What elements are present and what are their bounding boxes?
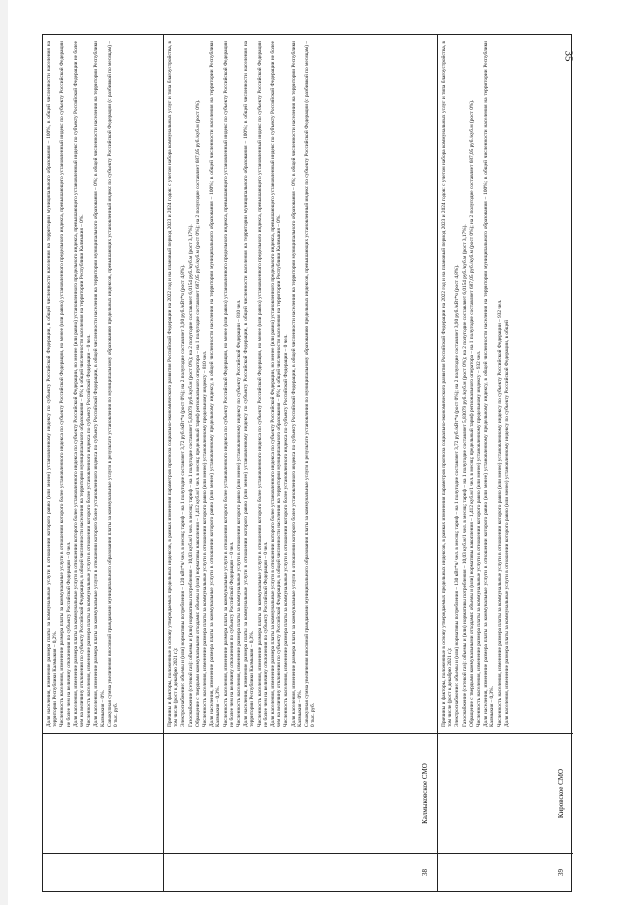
paragraph: Доля населения, изменение размера платы за коммунальные услуги в отношении которого более установленного индекса по субъекту Российской Федерации, но менее (или равно) установленного предельного индекса, превышающего установленный индекс по субъекту Российской Федерации не более чем на величину отклонения по субъекту Российской Федерации, в общей численности населения на территории муниципального образования – 0%; в общей численности населения на территории Республики Калмыкия – 0%. <box>72 41 86 727</box>
table-row <box>438 35 573 891</box>
paragraph: Численность населения, изменение размера платы за коммунальные услуги в отношении которого более установленного индекса по субъекту Российской Федерации – 0 чел. <box>283 334 290 727</box>
tariff-table <box>42 34 572 892</box>
paragraph: Совокупная сумма увеличения вносимой гражданами муниципального образования платы за коммунальные услуги в результате установления по муниципальному образованию предельных индексов, превышающих установленный индекс по субъекту Российской Федерации (с разбивкой по месяцам) – 0 тыс. руб. <box>106 41 120 727</box>
paragraph: Доля населения, изменение размера платы за коммунальные услуги в отношении которого равно (или менее) установленному индексу по субъекту Российской Федерации, в общей численности населения на территории муниципального образования – 100%; в общей численности населения на территории Республики Калмыкия – 0,3%. <box>243 41 256 727</box>
paragraph: Доля населения, изменение размера платы за коммунальные услуги в отношении которого равно (или менее) установленному индексу по субъекту Российской Федерации, в общей <box>503 319 510 727</box>
paragraph: Доля населения, изменение размера платы за коммунальные услуги в отношении которого более установленного индекса по субъекту Российской Федерации, но менее (или равно) установленного предельного индекса, превышающего установленный индекс по субъекту Российской Федерации не более чем на величину отклонения по субъекту Российской Федерации, в общей численности населения на территории муниципального образования – 0%; в общей численности населения на территории Республики Калмыкия – 0%. <box>270 41 283 727</box>
paragraph: Численность населения, изменение размера платы за коммунальные услуги в отношении которого равно (или менее) установленному предельному индексу – 932 чел. <box>476 350 483 727</box>
rotated-page <box>42 34 572 892</box>
row-number: 39 <box>557 869 565 876</box>
municipality-cell <box>164 733 437 853</box>
row-number-cell <box>438 853 573 891</box>
row-number-cell <box>43 853 163 891</box>
description-cell <box>438 35 573 733</box>
paragraph: Доля населения, изменение размера платы за коммунальные услуги в отношении которого равно (или менее) установленному предельному индексу, в общей численности населения на территории муниципального образования – 100%; в общей численности населения на территории Республики Калмыкия – 0,3%. <box>209 41 222 727</box>
municipality-name: Кировское СМО <box>557 768 565 819</box>
paragraph: Численность населения, изменение размера платы за коммунальные услуги в отношении которого равно (или менее) установленному индексу по субъекту Российской Федерации – 810 чел. <box>236 299 243 727</box>
paragraph: Обращение с твердыми коммунальными отходами: объемы и (или) нормативы накопления – 1,412 куб.м/1 чел. в месяц; предельный тариф регионального оператора – на 1 полугодие составляет 687,05 руб./куб.м (рост 0%); на 2 полугодие составляет 687,05 руб./куб.м (рост 0%). <box>468 99 475 727</box>
municipality-cell <box>438 733 573 853</box>
description-cell <box>43 35 163 733</box>
paragraph: Численность населения, изменение размера платы за коммунальные услуги в отношении которого равно (или менее) установленному индексу по субъекту Российской Федерации – 932 чел. <box>496 299 503 727</box>
paragraph: Совокупная сумма увеличения вносимой гражданами муниципального образования платы за коммунальные услуги в результате установления по муниципальному образованию предельных индексов, превышающих установленный индекс по субъекту Российской Федерации (с разбивкой по месяцам) – 0 тыс. руб. <box>304 41 317 727</box>
description-cell <box>164 35 437 733</box>
municipality-name: Калмыковское СМО <box>421 763 429 824</box>
table-row <box>164 35 438 891</box>
paragraph: Электроснабжение: объемы и (или) нормативы потребления – 120 кВт*ч/ чел. в месяц; тариф – на 1 полугодие составляет 3,72 руб./кВт*ч (рост 0%); на 2 полугодие составляет 3,90 руб./кВт*ч (рост 4,8%). <box>180 264 187 727</box>
paragraph: Причины и факторы, положенные в основу утверждаемых предельных индексов, в рамках изменения параметров прогноза социально-экономического развития Российской Федерации на 2022 год и на плановый период 2023 и 2024 годов: с учетом набора коммунальных услуг и типа благоустройства, в том числе (рост к декабрю 2021 г.): <box>167 41 180 727</box>
paragraph: Электроснабжение: объемы и (или) нормативы потребления – 130 кВт*ч/ чел. в месяц; тариф – на 1 полугодие составляет 3,72 руб./кВт*ч (рост 0%); на 2 полугодие составляет 3,90 руб./кВт*ч (рост 4,8%). <box>454 264 461 727</box>
municipality-cell <box>43 733 163 853</box>
paragraph: Численность населения, изменение размера платы за коммунальные услуги в отношении которого более установленного индекса по субъекту Российской Федерации, но менее (или равно) установленного предельного индекса, превышающего установленный индекс по субъекту Российской Федерации не более чем на величину отклонения по субъекту Российской Федерации – 0 чел. <box>222 41 235 727</box>
paragraph: Численность населения, изменение размера платы за коммунальные услуги в отношении которого более установленного индекса по субъекту Российской Федерации, но менее (или равно) установленного предельного индекса, превышающего установленный индекс по субъекту Российской Федерации не более чем на величину отклонения по субъекту Российской Федерации – 0 чел. <box>59 41 72 727</box>
paragraph: Причины и факторы, положенные в основу утверждаемых предельных индексов, в рамках изменения параметров прогноза социально-экономического развития Российской Федерации на 2022 год и на плановый период 2023 и 2024 годов: с учетом набора коммунальных услуг и типа благоустройства, в том числе (рост к декабрю 2021 г.): <box>441 41 454 727</box>
paragraph: Доля населения, изменение размера платы за коммунальные услуги в отношении которого более установленного индекса по субъекту Российской Федерации, в общей численности населения на территории муниципального образования – 0%; в общей численности населения на территории Республики Калмыкия – 0%. <box>290 41 303 727</box>
paragraph: Численность населения, изменение размера платы за коммунальные услуги в отношении которого равно (или менее) установленному предельному индексу – 810 чел. <box>202 350 209 727</box>
page-number: 35 <box>562 50 575 62</box>
scan-edge <box>0 0 8 905</box>
paragraph: Численность населения, изменение размера платы за коммунальные услуги в отношении которого более установленного индекса по субъекту Российской Федерации, но менее (или равно) установленного предельного индекса, превышающего установленный индекс по субъекту Российской Федерации не более чем на величину отклонения по субъекту Российской Федерации – 0 чел. <box>256 41 269 727</box>
paragraph: Численность населения, изменение размера платы за коммунальные услуги в отношении которого более установленного индекса по субъекту Российской Федерации – 0 чел. <box>86 334 93 727</box>
paragraph: Газоснабжение (сетевой газ): объемы и (или) нормативы потребления – 10,03 куб.м/1 чел. в месяц; тариф – на 1 полугодие составляет 5,83079 руб./куб.м (рост 0%); на 2 полугодие составляет 6,0154 руб./куб.м (рост 3,17%). <box>187 224 194 727</box>
paragraph: Обращение с твердыми коммунальными отходами: объемы и (или) нормативы накопления – 1,412 куб.м/1 чел. в месяц; предельный тариф регионального оператора – на 1 полугодие составляет 687,05 руб./куб.м (рост 0%); на 2 полугодие составляет 687,05 руб./куб.м (рост 0%). <box>194 99 201 727</box>
row-number-cell <box>164 853 437 891</box>
row-number: 38 <box>421 869 429 876</box>
paragraph: Доля населения, изменение размера платы за коммунальные услуги в отношении которого равно (или менее) установленному индексу по субъекту Российской Федерации, в общей численности населения на территории муниципального образования – 100%, в общей численности населения на территории Республики Калмыкия – 0,2%. <box>46 41 59 727</box>
paragraph: Газоснабжение (сетевой газ): объемы и (или) нормативы потребления – 10,03 куб.м/1 чел. в месяц; тариф – на 1 полугодие составляет 5,83079 руб./куб.м (рост 0%); на 2 полугодие составляет 6,0154 руб./куб.м (рост 3,17%). <box>461 224 468 727</box>
table-row <box>43 35 164 891</box>
paragraph: Доля населения, изменение размера платы за коммунальные услуги в отношении которого более установленного индекса по субъекту Российской Федерации, в общей численности населения на территории муниципального образования – 0%; в общей численности населения на территории Республики Калмыкия – 0%. <box>93 41 106 727</box>
paragraph: Доля населения, изменение размера платы за коммунальные услуги в отношении которого равно (или менее) установленному предельному индексу, в общей численности населения на территории муниципального образования – 100%; в общей численности населения на территории Республики Калмыкия – 0,3%. <box>483 41 496 727</box>
